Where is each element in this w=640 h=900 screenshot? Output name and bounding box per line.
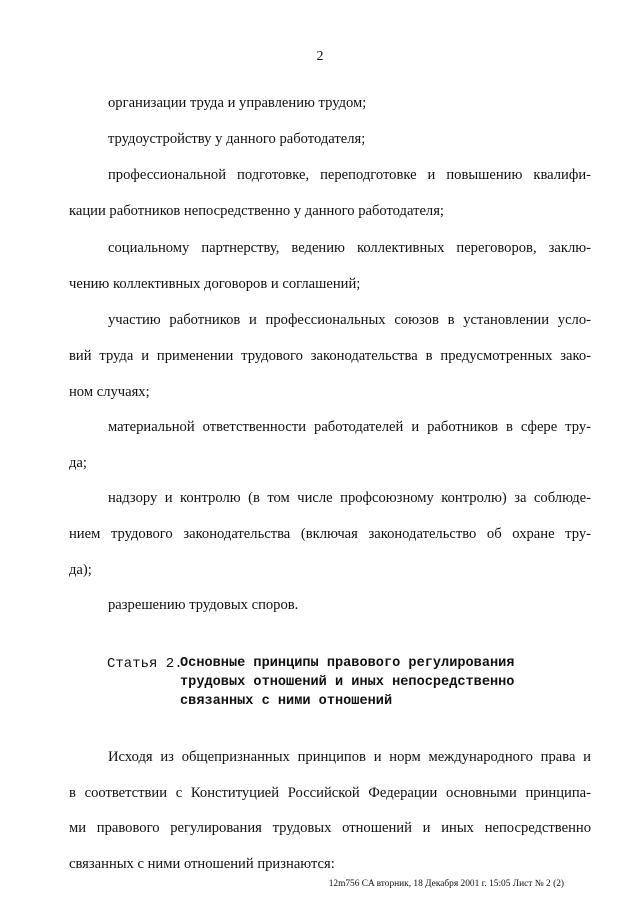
list-item-continuation: нием трудового законодательства (включая законодательство об охране тру-: [69, 526, 591, 542]
body-paragraph-line: Исходя из общепризнанных принципов и норм международного права и: [108, 749, 591, 765]
list-item-continuation: чению коллективных договоров и соглашений;: [69, 276, 361, 292]
article-label: Статья 2.: [107, 656, 183, 672]
body-paragraph-line: связанных с ними отношений признаются:: [69, 856, 335, 872]
list-item-continuation: ном случаях;: [69, 384, 150, 400]
document-footer: 12m756 CA вторник, 18 Декабря 2001 г. 15:05 Лист № 2 (2): [328, 879, 564, 889]
list-item-continuation: да);: [69, 562, 92, 578]
list-item: трудоустройству у данного работодателя;: [108, 131, 366, 147]
body-paragraph-line: в соответствии с Конституцией Российской Федерации основными принципа-: [69, 785, 591, 801]
list-item-continuation: кации работников непосредственно у данного работодателя;: [69, 203, 444, 219]
list-item-continuation: вий труда и применении трудового законодательства в предусмотренных зако-: [69, 348, 591, 364]
article-title-line: Основные принципы правового регулирования: [180, 656, 515, 671]
list-item: социальному партнерству, ведению коллективных переговоров, заклю-: [108, 240, 591, 256]
list-item: разрешению трудовых споров.: [108, 597, 299, 613]
body-paragraph-line: ми правового регулирования трудовых отношений и иных непосредственно: [69, 820, 591, 836]
article-title-line: связанных с ними отношений: [180, 694, 393, 709]
page-number: 2: [316, 49, 324, 64]
list-item: организации труда и управлению трудом;: [108, 95, 367, 111]
list-item-continuation: да;: [69, 455, 87, 471]
list-item: материальной ответственности работодателей и работников в сфере тру-: [108, 419, 591, 435]
list-item: профессиональной подготовке, переподготовке и повышению квалифи-: [108, 167, 591, 183]
list-item: надзору и контролю (в том числе профсоюзному контролю) за соблюде-: [108, 490, 591, 506]
article-title-line: трудовых отношений и иных непосредственно: [180, 675, 515, 690]
list-item: участию работников и профессиональных союзов в установлении усло-: [108, 312, 591, 328]
